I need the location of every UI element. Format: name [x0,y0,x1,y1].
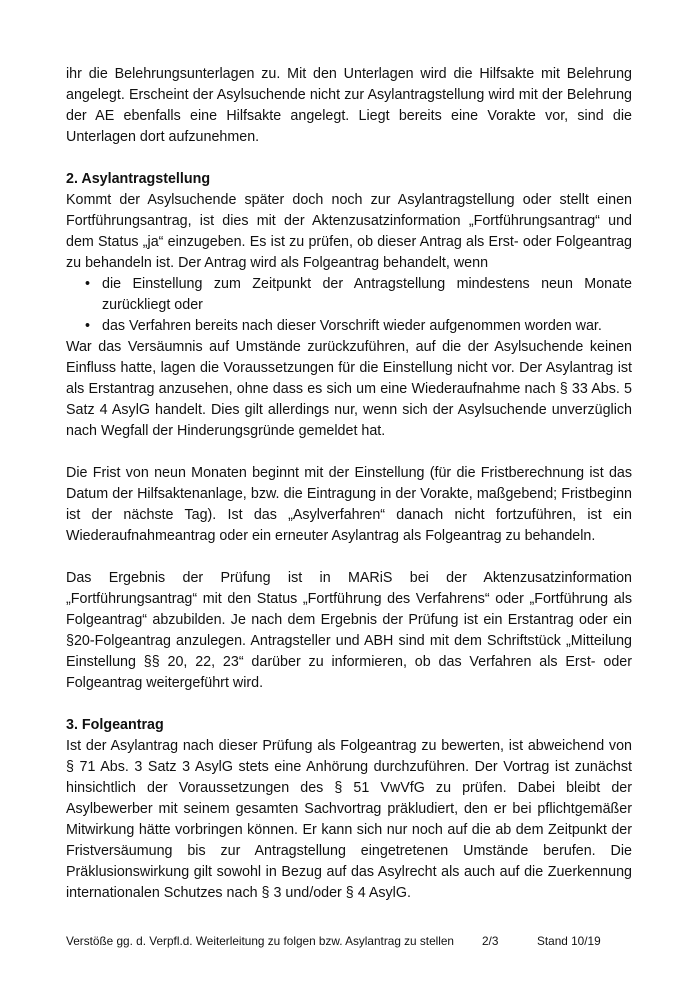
bullet-icon: • [85,276,91,292]
section-2-paragraph-1: Kommt der Asylsuchende später doch noch zur Asylantragstellung oder stellt einen Fortführungsantrag, ist dies mit der Aktenzusatzinformation „Fortführungsantrag“ und dem Status „ja“ einzugeben. Es ist zu prüfen, ob dieser Antrag als Erst- oder Folgeantrag zu behandeln ist. Der Antrag wird als Folgeantrag behandelt, wenn [66,192,632,271]
list-item [66,316,632,337]
list-item-text: die Einstellung zum Zeitpunkt der Antragstellung mindestens neun Monate zurückliegt oder [102,276,632,313]
list-item [66,274,632,316]
section-2-paragraph-3: Die Frist von neun Monaten beginnt mit der Einstellung (für die Fristberechnung ist das Datum der Hilfsaktenanlage, bzw. die Eintragung in der Vorakte, maßgebend; Fristbeginn ist der nächste Tag). Ist das „Asylverfahren“ danach nicht fortzuführen, ist ein Wiederaufnahmeantrag oder ein erneuter Asylantrag als Folgeantrag zu behandeln. [66,465,632,544]
page-body [66,64,632,904]
bullet-icon: • [85,318,91,334]
section-2-heading: 2. Asylantragstellung [66,171,211,187]
list-item-text: das Verfahren bereits nach dieser Vorschrift wieder aufgenommen worden war. [102,318,602,334]
section-3-paragraph-1: Ist der Asylantrag nach dieser Prüfung als Folgeantrag zu bewerten, ist abweichend von § 71 Abs. 3 Satz 3 AsylG stets eine Anhörung durchzuführen. Der Vortrag ist zunächst hinsichtlich der Voraussetzungen des § 51 VwVfG zu prüfen. Dabei bleibt der Asylbewerber mit seinem gesamten Sachvortrag präkludiert, den er bei pflichtgemäßer Mitwirkung hätte vorbringen können. Er kann sich nur noch auf die ab dem Zeitpunkt der Fristversäumung bis zur Antragstellung eingetretenen Umstände berufen. Die Präklusionswirkung gilt sowohl in Bezug auf das Asylrecht als auch auf die Zuerkennung internationalen Schutzes nach § 3 und/oder § 4 AsylG. [66,738,632,901]
section-2-paragraph-4: Das Ergebnis der Prüfung ist in MARiS bei der Aktenzusatzinformation „Fortführungsantrag“ mit den Status „Fortführung des Verfahrens“ oder „Fortführung als Folgeantrag“ abzubilden. Je nach dem Ergebnis der Prüfung ist ein Erstantrag oder ein §20-Folgeantrag anzulegen. Antragsteller und ABH sind mit dem Schriftstück „Mitteilung Einstellung §§ 20, 22, 23“ darüber zu informieren, ob das Verfahren als Erst- oder Folgeantrag weitergeführt wird. [66,570,632,691]
condition-list [66,274,632,337]
section-2-paragraph-2: War das Versäumnis auf Umstände zurückzuführen, auf die der Asylsuchende keinen Einfluss hatte, lagen die Voraussetzungen für die Einstellung nicht vor. Der Asylantrag ist als Erstantrag anzusehen, ohne dass es sich um eine Wiederaufnahme nach § 33 Abs. 5 Satz 4 AsylG handelt. Dies gilt allerdings nur, wenn sich der Asylsuchende unverzüglich nach Wegfall der Hinderungsgründe gemeldet hat. [66,339,632,439]
intro-paragraph: ihr die Belehrungsunterlagen zu. Mit den Unterlagen wird die Hilfsakte mit Belehrung angelegt. Erscheint der Asylsuchende nicht zur Asylantragstellung wird mit der Belehrung der AE ebenfalls eine Hilfsakte angelegt. Liegt bereits eine Vorakte vor, sind die Unterlagen dort aufzunehmen. [66,66,632,145]
footer-title: Verstöße gg. d. Verpfl.d. Weiterleitung zu folgen bzw. Asylantrag zu stellen [66,934,454,948]
page-number: 2/3 [482,934,499,948]
section-3-heading: 3. Folgeantrag [66,717,164,733]
version-stand: Stand 10/19 [537,934,601,948]
